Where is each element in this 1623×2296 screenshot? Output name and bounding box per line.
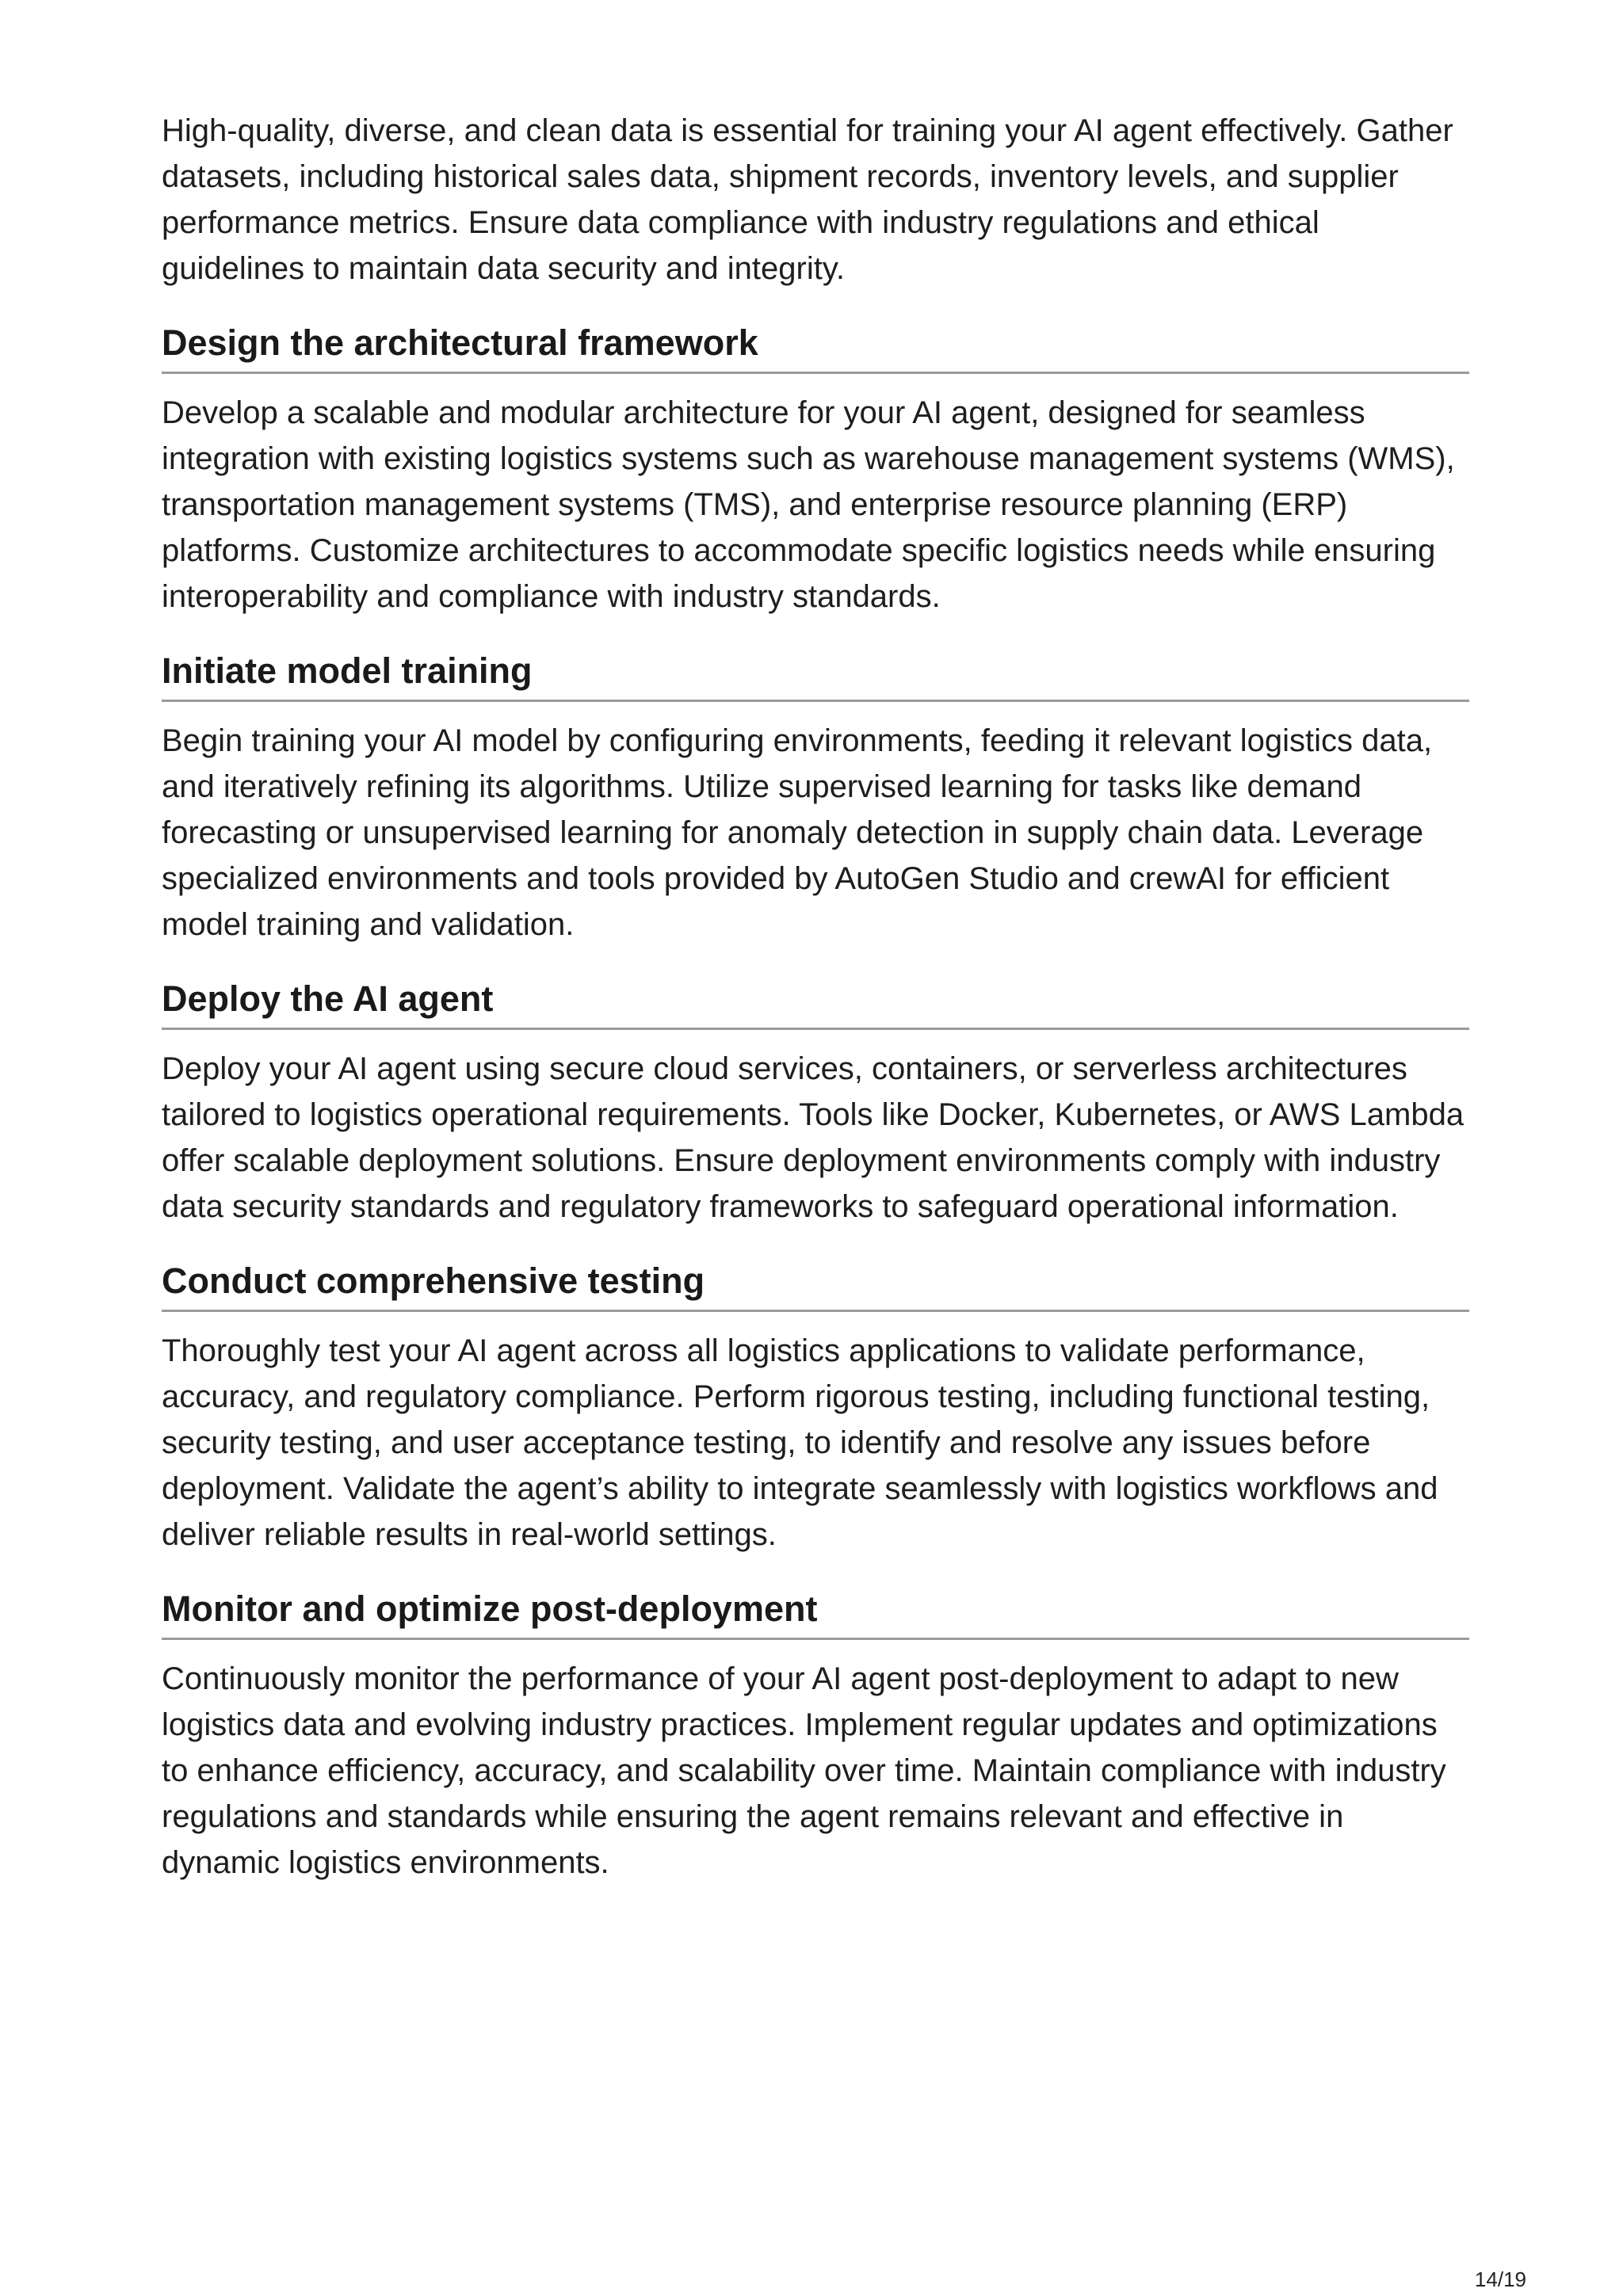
section-monitor-optimize — [162, 1586, 1469, 1886]
section-heading: Design the architectural framework — [162, 320, 1469, 374]
section-paragraph: Deploy your AI agent using secure cloud services, containers, or serverless architectures tailored to logistics operational requirements. Tools like Docker, Kubernetes, or AWS Lambda offer scalable deployment solutions. Ensure deployment environments comply with industry data security standards and regulatory frameworks to safeguard operational information. — [162, 1051, 1465, 1224]
section-paragraph: Thoroughly test your AI agent across all logistics applications to validate performance, accuracy, and regulatory compliance. Perform rigorous testing, including functional testing, security testing, and user acceptance testing, to identify and resolve any issues before deployment. Validate the agent’s ability to integrate seamlessly with logistics workflows and deliver reliable results in real-world settings. — [162, 1333, 1438, 1552]
section-heading: Monitor and optimize post-deployment — [162, 1586, 1469, 1640]
page-number: 14/19 — [1474, 2267, 1526, 2291]
section-heading: Deploy the AI agent — [162, 976, 1469, 1030]
section-conduct-comprehensive-testing — [162, 1258, 1469, 1558]
section-initiate-model-training — [162, 648, 1469, 948]
section-heading: Initiate model training — [162, 648, 1469, 702]
intro-paragraph: High-quality, diverse, and clean data is essential for training your AI agent effectively. Gather datasets, including historical sales data, shipment records, inventory levels, and supplier performance metrics. Ensure data compliance with industry regulations and ethical guidelines to maintain data security and integrity. — [162, 113, 1453, 286]
section-paragraph: Continuously monitor the performance of your AI agent post-deployment to adapt to new logistics data and evolving industry practices. Implement regular updates and optimizations to enhance efficiency, accuracy, and scalability over time. Maintain compliance with industry regulations and standards while ensuring the agent remains relevant and effective in dynamic logistics environments. — [162, 1661, 1446, 1880]
section-paragraph: Develop a scalable and modular architecture for your AI agent, designed for seamless integration with existing logistics systems such as warehouse management systems (WMS), transportation management systems (TMS), and enterprise resource planning (ERP) platforms. Customize architectures to accommodate specific logistics needs while ensuring interoperability and compliance with industry standards. — [162, 395, 1455, 614]
section-design-architectural-framework — [162, 320, 1469, 620]
section-paragraph: Begin training your AI model by configuring environments, feeding it relevant logistics data, and iteratively refining its algorithms. Utilize supervised learning for tasks like demand forecasting or unsupervised learning for anomaly detection in supply chain data. Leverage specialized environments and tools provided by AutoGen Studio and crewAI for efficient model training and validation. — [162, 723, 1433, 942]
section-deploy-ai-agent — [162, 976, 1469, 1230]
section-heading: Conduct comprehensive testing — [162, 1258, 1469, 1312]
document-content — [162, 108, 1469, 1886]
